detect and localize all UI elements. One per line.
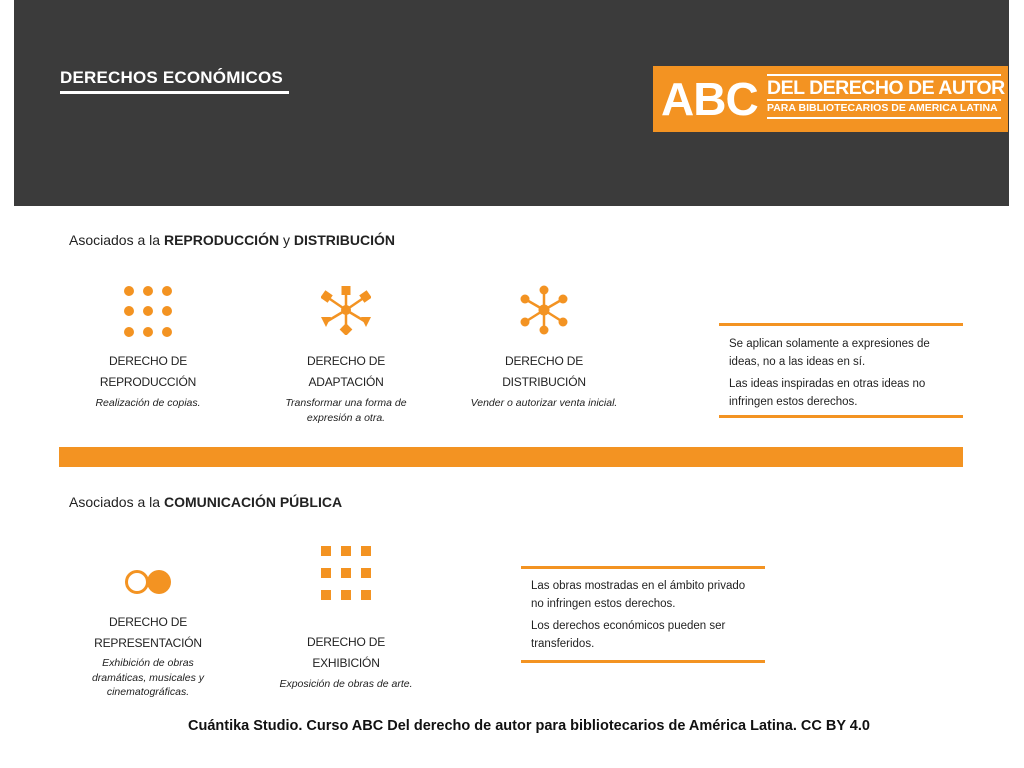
- note1-paragraph1: Se aplican solamente a expresiones de ideas, no a las ideas en sí.: [729, 338, 930, 368]
- item-representacion-line2: REPRESENTACIÓN: [94, 636, 202, 650]
- logo-abc-text: ABC: [661, 73, 758, 125]
- item-adaptacion-line2: ADAPTACIÓN: [308, 375, 384, 389]
- note1-paragraph2: Las ideas inspiradas en otras ideas no infringen estos derechos.: [729, 378, 926, 408]
- note2-paragraph1: Las obras mostradas en el ámbito privado no infringen estos derechos.: [531, 580, 746, 610]
- dot-grid-icon: [122, 284, 174, 340]
- logo-line1: DEL DERECHO DE AUTOR: [767, 77, 1005, 99]
- item-adaptacion-title: [286, 351, 406, 393]
- item-reproduccion-line1: DERECHO DE: [108, 354, 187, 368]
- item-distribucion-desc: Vender o autorizar venta inicial.: [470, 397, 618, 409]
- section2-bold1: COMUNICACIÓN PÚBLICA: [163, 494, 343, 510]
- section1-mid: y: [279, 232, 294, 248]
- note-box-2: [521, 566, 765, 663]
- abc-logo: [653, 66, 1008, 132]
- item-distribucion-line1: DERECHO DE: [504, 354, 583, 368]
- title-underline: [60, 91, 289, 94]
- section1-prefix: Asociados a la: [69, 232, 164, 248]
- distribution-icon: [519, 285, 569, 335]
- item-exhibicion-desc: Exposición de obras de arte.: [279, 678, 413, 690]
- item-exhibicion-line1: DERECHO DE: [306, 635, 385, 649]
- item-exhibicion-title: [286, 632, 406, 674]
- item-representacion-title: [88, 612, 208, 654]
- note2-paragraph2: Los derechos económicos pueden ser transferidos.: [531, 620, 726, 650]
- item-reproduccion-desc: Realización de copias.: [95, 397, 201, 409]
- note-box-1: [719, 323, 963, 418]
- section-divider: [59, 447, 963, 467]
- item-representacion-line1: DERECHO DE: [108, 615, 187, 629]
- section2-prefix: Asociados a la: [69, 494, 164, 510]
- logo-rule-bottom: [767, 117, 1001, 119]
- page-title: DERECHOS ECONÓMICOS: [60, 68, 283, 87]
- logo-rule-top: [767, 74, 1001, 76]
- representation-icon: [124, 568, 174, 596]
- item-reproduccion-line2: REPRODUCCIÓN: [99, 375, 197, 389]
- item-exhibicion-line2: EXHIBICIÓN: [312, 656, 380, 670]
- section1-title: [69, 232, 395, 248]
- square-grid-icon: [321, 546, 371, 602]
- logo-line2: PARA BIBLIOTECARIOS DE AMERICA LATINA: [767, 102, 998, 114]
- section1-bold2: DISTRIBUCIÓN: [293, 232, 395, 248]
- item-distribucion-title: [484, 351, 604, 393]
- item-representacion-desc: Exhibición de obras dramáticas, musicales y cinematográficas.: [91, 657, 205, 698]
- adaptation-icon: [321, 285, 371, 335]
- section2-title: [69, 494, 342, 510]
- item-adaptacion-line1: DERECHO DE: [306, 354, 385, 368]
- section1-bold1: REPRODUCCIÓN: [163, 232, 280, 248]
- item-adaptacion-desc: Transformar una forma de expresión a otra.: [285, 397, 407, 424]
- item-distribucion-line2: DISTRIBUCIÓN: [502, 375, 586, 389]
- item-reproduccion-title: [88, 351, 208, 393]
- footer-credit: Cuántika Studio. Curso ABC Del derecho de autor para bibliotecarios de América Latina. CC BY 4.0: [188, 718, 870, 734]
